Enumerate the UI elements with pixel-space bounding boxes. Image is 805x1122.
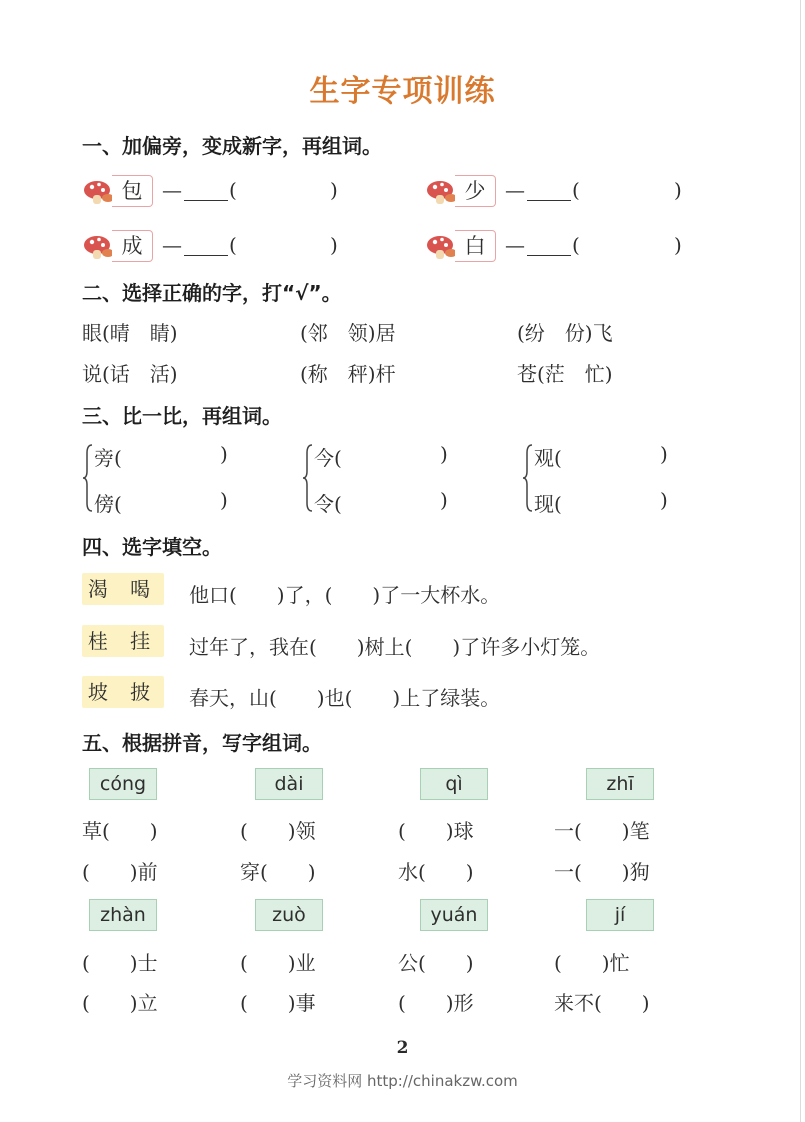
page-number: 2 — [396, 1038, 409, 1058]
word-blank[interactable]: 一( )笔 — [554, 819, 650, 843]
close-paren: ) — [660, 488, 668, 512]
section-3-heading: 三、比一比，再组词。 — [82, 404, 282, 428]
close-paren: ) — [330, 233, 338, 257]
choice-item[interactable]: (称 秤)杆 — [300, 362, 396, 386]
fill-sentence[interactable]: 春天，山( )也( )上了绿装。 — [189, 686, 501, 710]
answer-blank[interactable] — [527, 200, 571, 201]
pinyin-box: jí — [586, 899, 654, 931]
dash: — — [162, 233, 182, 257]
char-choice-box: 桂 挂 — [82, 625, 164, 657]
open-paren: ( — [229, 178, 237, 202]
footer-watermark[interactable]: 学习资料网 http://chinakzw.com — [287, 1072, 518, 1090]
pinyin-box: yuán — [420, 899, 488, 931]
word-blank[interactable]: ( )业 — [240, 951, 316, 975]
open-paren: ( — [572, 178, 580, 202]
compare-word: 现( — [534, 492, 562, 516]
char-choice-box: 渴 喝 — [82, 573, 164, 605]
answer-blank[interactable] — [527, 255, 571, 256]
compare-word: 观( — [534, 446, 562, 470]
choice-item[interactable]: 眼(晴 睛) — [82, 321, 178, 345]
compare-word: 令( — [314, 492, 342, 516]
pinyin-box: zuò — [255, 899, 323, 931]
close-paren: ) — [220, 488, 228, 512]
base-char-box: 成 — [112, 230, 153, 262]
word-blank[interactable]: ( )领 — [240, 819, 316, 843]
close-paren: ) — [674, 178, 682, 202]
word-blank[interactable]: ( )忙 — [554, 951, 630, 975]
word-blank[interactable]: 穿( ) — [240, 860, 316, 884]
base-char-box: 少 — [455, 175, 496, 207]
char-choice-box: 坡 披 — [82, 676, 164, 708]
compare-word: 旁( — [94, 446, 122, 470]
base-char-box: 白 — [455, 230, 496, 262]
close-paren: ) — [220, 442, 228, 466]
compare-word: 今( — [314, 446, 342, 470]
dash: — — [505, 233, 525, 257]
pinyin-box: zhàn — [89, 899, 157, 931]
word-blank[interactable]: 一( )狗 — [554, 860, 650, 884]
word-blank[interactable]: ( )形 — [398, 991, 474, 1015]
base-char-box: 包 — [112, 175, 153, 207]
mushroom-icon — [425, 233, 459, 261]
section-5-heading: 五、根据拼音，写字组词。 — [82, 731, 322, 755]
answer-blank[interactable] — [184, 255, 228, 256]
choice-item[interactable]: 说(话 活) — [82, 362, 178, 386]
word-blank[interactable]: 草( ) — [82, 819, 158, 843]
word-blank[interactable]: ( )球 — [398, 819, 474, 843]
open-paren: ( — [229, 233, 237, 257]
close-paren: ) — [330, 178, 338, 202]
close-paren: ) — [440, 442, 448, 466]
brace-icon — [302, 443, 314, 513]
page-title: 生字专项训练 — [309, 74, 496, 109]
pinyin-box: dài — [255, 768, 323, 800]
dash: — — [162, 178, 182, 202]
section-4-heading: 四、选字填空。 — [82, 535, 222, 559]
word-blank[interactable]: ( )士 — [82, 951, 158, 975]
mushroom-icon — [425, 178, 459, 206]
choice-item[interactable]: (邻 领)居 — [300, 321, 396, 345]
pinyin-box: qì — [420, 768, 488, 800]
choice-item[interactable]: 苍(茫 忙) — [517, 362, 613, 386]
answer-blank[interactable] — [184, 200, 228, 201]
fill-sentence[interactable]: 过年了，我在( )树上( )了许多小灯笼。 — [189, 635, 601, 659]
close-paren: ) — [660, 442, 668, 466]
compare-word: 傍( — [94, 492, 122, 516]
section-2-heading: 二、选择正确的字，打“√”。 — [82, 281, 342, 305]
choice-item[interactable]: (纷 份)飞 — [517, 321, 613, 345]
word-blank[interactable]: 公( ) — [398, 951, 474, 975]
open-paren: ( — [572, 233, 580, 257]
mushroom-icon — [82, 178, 116, 206]
word-blank[interactable]: ( )前 — [82, 860, 158, 884]
brace-icon — [82, 443, 94, 513]
word-blank[interactable]: 来不( ) — [554, 991, 650, 1015]
word-blank[interactable]: 水( ) — [398, 860, 474, 884]
fill-sentence[interactable]: 他口( )了，( )了一大杯水。 — [189, 583, 501, 607]
close-paren: ) — [440, 488, 448, 512]
close-paren: ) — [674, 233, 682, 257]
brace-icon — [522, 443, 534, 513]
page-edge — [800, 0, 801, 1122]
section-1-heading: 一、加偏旁，变成新字，再组词。 — [82, 134, 382, 158]
pinyin-box: cóng — [89, 768, 157, 800]
dash: — — [505, 178, 525, 202]
mushroom-icon — [82, 233, 116, 261]
word-blank[interactable]: ( )立 — [82, 991, 158, 1015]
word-blank[interactable]: ( )事 — [240, 991, 316, 1015]
pinyin-box: zhī — [586, 768, 654, 800]
